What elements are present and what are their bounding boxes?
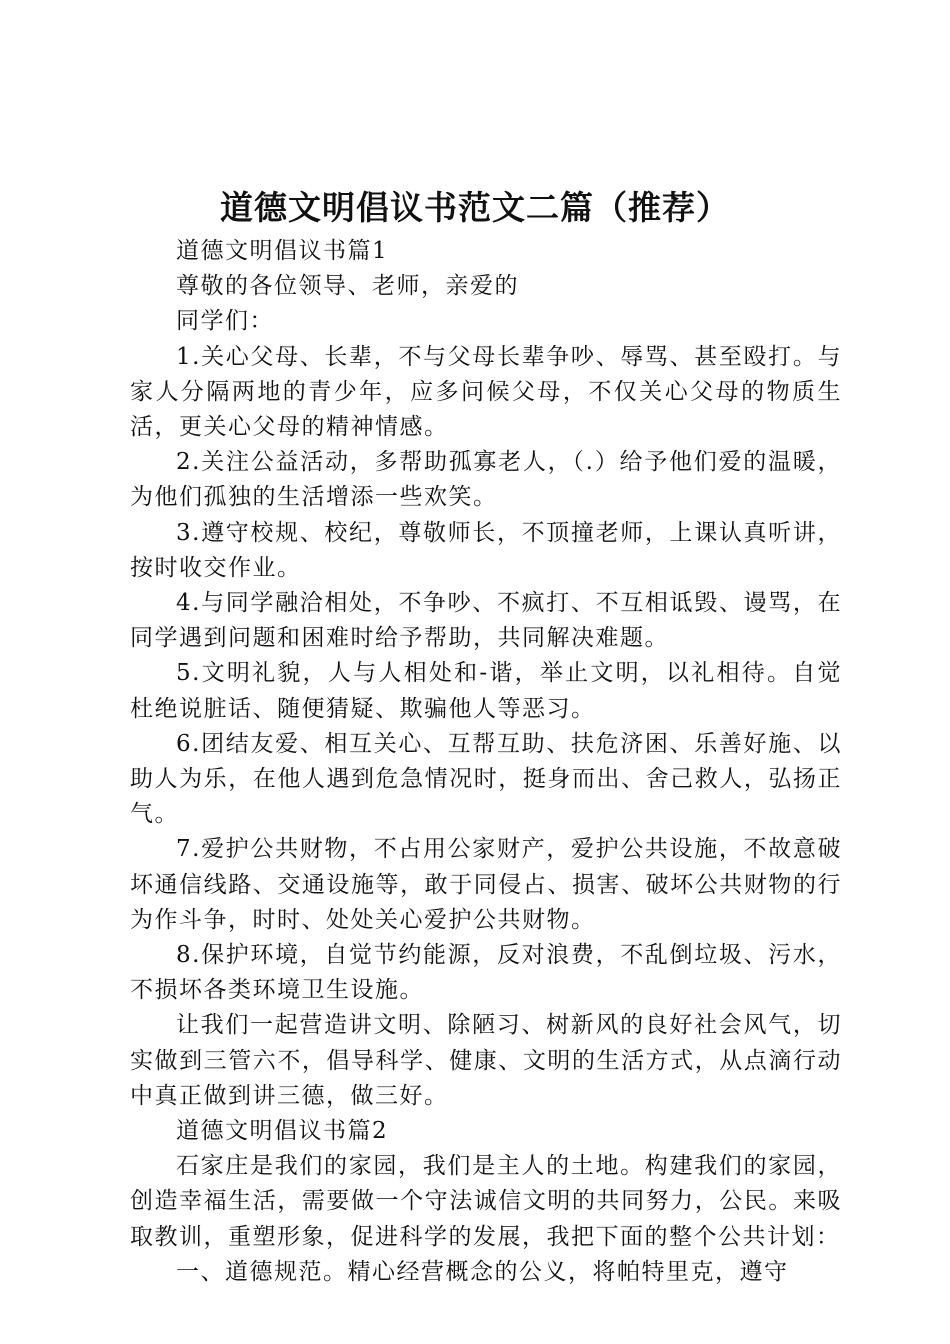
paragraph-item-1: 1.关心父母、长辈，不与父母长辈争吵、辱骂、甚至殴打。与家人分隔两地的青少年，应多问候父母，不仅关心父母的物质生活，更关心父母的精神情感。 — [130, 343, 842, 441]
paragraph-salutation-cont: 同学们： — [176, 308, 274, 335]
paragraph-section-heading-1: 道德文明倡议书篇1 — [176, 238, 389, 264]
paragraph-salutation: 尊敬的各位领导、老师，亲爱的 — [176, 273, 519, 300]
paragraph-section-heading-2: 道德文明倡议书篇2 — [176, 1118, 389, 1145]
paragraph-item-7: 7.爱护公共财物，不占用公家财产，爱护公共设施，不故意破坏通信线路、交通设施等，敢于同侵占、损害、破坏公共财物的行为作斗争，时时、处处关心爱护公共财物。 — [130, 836, 842, 933]
paragraph-intro-2: 石家庄是我们的家园，我们是主人的土地。构建我们的家园，创造幸福生活，需要做一个守法诚信文明的共同努力，公民。来吸取教训，重塑形象，促进科学的发展，我把下面的整个公共计划： — [130, 1153, 842, 1250]
paragraph-item-6: 6.团结友爱、相互关心、互帮互助、扶危济困、乐善好施、以助人为乐，在他人遇到危急情况时，挺身而出、舍己救人，弘扬正气。 — [130, 730, 842, 828]
paragraph-point-1: 一、道德规范。精心经营概念的公义，将帕特里克，遵守 — [176, 1258, 789, 1285]
paragraph-item-3: 3.遵守校规、校纪，尊敬师长，不顶撞老师，上课认真听讲，按时收交作业。 — [130, 519, 842, 581]
document-body — [130, 234, 842, 1290]
paragraph-item-4: 4.与同学融洽相处，不争吵、不疯打、不互相诋毁、谩骂，在同学遇到问题和困难时给予帮助，共同解决难题。 — [130, 590, 842, 652]
paragraph-item-2: 2.关注公益活动，多帮助孤寡老人，（.）给予他们爱的温暖，为他们孤独的生活增添一些欢笑。 — [130, 449, 842, 511]
document-title: 道德文明倡议书范文二篇（推荐） — [220, 188, 730, 227]
paragraph-conclusion: 让我们一起营造讲文明、除陋习、树新风的良好社会风气，切实做到三管六不，倡导科学、健康、文明的生活方式，从点滴行动中真正做到讲三德，做三好。 — [130, 1012, 842, 1109]
paragraph-item-8: 8.保护环境，自觉节约能源，反对浪费，不乱倒垃圾、污水，不损坏各类环境卫生设施。 — [130, 942, 842, 1004]
paragraph-item-5: 5.文明礼貌，人与人相处和-谐，举止文明，以礼相待。自觉杜绝说脏话、随便猜疑、欺骗他人等恶习。 — [130, 660, 842, 722]
